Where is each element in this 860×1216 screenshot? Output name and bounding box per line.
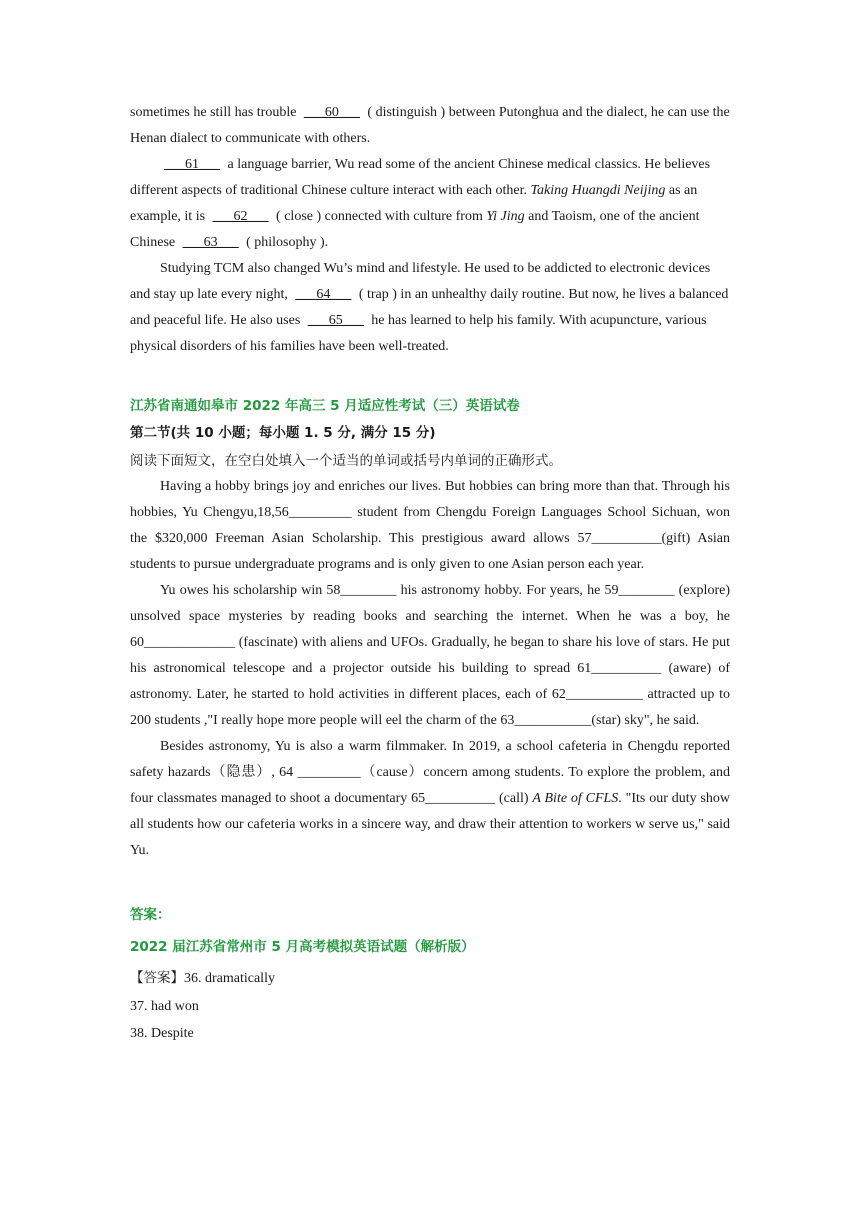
text: ( philosophy ). bbox=[242, 235, 329, 250]
blank-62: ___62___ bbox=[212, 209, 269, 224]
answer-37: 37. had won bbox=[130, 999, 199, 1014]
document-page bbox=[130, 100, 730, 1047]
book-title: Taking Huangdi Neijing bbox=[530, 183, 666, 198]
answer-36 bbox=[130, 964, 730, 993]
text: sometimes he still has trouble bbox=[130, 105, 300, 120]
text: 36. dramatically bbox=[184, 971, 275, 986]
book-title: Yi Jing bbox=[486, 209, 525, 224]
section-paragraph-2: Yu owes his scholarship win 58________ his astronomy hobby. For years, he 59________ (explore) unsolved space mysteries by reading books and searching the internet. When he was a boy, he 60_____________ (fascinate) with aliens and UFOs. Gradually, he began to share his love of stars. He put his astronomical telescope and a projector outside his building to spread 61__________ (aware) of astronomy. Later, he started to hold activities in different places, each of 62___________ attracted up to 200 students ,"I really hope more people will eel the charm of the 63___________(star) sky", he said. bbox=[130, 583, 730, 728]
instruction: 阅读下面短文，在空白处填入一个适当的单词或括号内单词的正确形式。 bbox=[130, 453, 562, 469]
text: a language barrier, Wu read some of the ancient Chinese medical classics. He believes different aspects of traditional Chinese culture interact with each other. bbox=[130, 157, 711, 198]
passage-paragraph-1 bbox=[130, 100, 730, 152]
text: ( distinguish ) between Putonghua and the dialect, he can use the Henan dialect to communicate with others. bbox=[130, 105, 730, 146]
section-paragraph-3 bbox=[130, 734, 730, 864]
text: and Taoism, one of the ancient Chinese bbox=[130, 209, 700, 250]
text: ( close ) connected with culture from bbox=[272, 209, 487, 224]
text: he has learned to help his family. With acupuncture, various physical disorders of his families have been well-treated. bbox=[130, 313, 707, 354]
section-subtitle: 第二节(共 10 小题；每小题 1. 5 分, 满分 15 分) bbox=[130, 425, 436, 441]
text: ( trap ) in an unhealthy daily routine. But now, he lives a balanced and peaceful life. He also uses bbox=[130, 287, 729, 328]
documentary-title: A Bite of CFLS bbox=[532, 791, 619, 806]
blank-65: ___65___ bbox=[307, 313, 364, 328]
answer-38: 38. Despite bbox=[130, 1026, 194, 1041]
answer-bracket: 【答案】 bbox=[130, 970, 184, 986]
passage-paragraph-2 bbox=[130, 152, 730, 256]
section-paragraph-1: Having a hobby brings joy and enriches our lives. But hobbies can bring more than that. Through his hobbies, Yu Chengyu,18,56_________ student from Chengdu Foreign Languages School Sichuan, won the $320,000 Freeman Asian Scholarship. This prestigious award allows 57__________(gift) Asian students to pursue undergraduate programs and is only given to one Asian person each year. bbox=[130, 479, 730, 572]
blank-61: ___61___ bbox=[164, 157, 220, 172]
answer-title: 2022 届江苏省常州市 5 月高考模拟英语试题（解析版） bbox=[130, 939, 475, 955]
text: Besides astronomy, Yu is also a warm filmmaker. In 2019, a school cafeteria in Chengdu reported safety hazards（隐患）, 64 _________（cause）concern among students. To explore the problem, and four classmates managed to shoot a documentary 65__________ (call) bbox=[130, 739, 730, 806]
section-title: 江苏省南通如皋市 2022 年高三 5 月适应性考试（三）英语试卷 bbox=[130, 398, 520, 414]
passage-paragraph-3 bbox=[130, 256, 730, 360]
blank-63: ___63___ bbox=[182, 235, 239, 250]
blank-60: ___60___ bbox=[303, 105, 360, 120]
text: . "Its our duty show all students how our cafeteria works in a sincere way, and draw their attention to workers w serve us," said Yu. bbox=[130, 791, 730, 858]
text: as an example, it is bbox=[130, 183, 698, 224]
answer-label: 答案： bbox=[130, 907, 171, 923]
blank-64: ___64___ bbox=[295, 287, 352, 302]
text: Studying TCM also changed Wu’s mind and lifestyle. He used to be addicted to electronic devices and stay up late every night, bbox=[130, 261, 711, 302]
